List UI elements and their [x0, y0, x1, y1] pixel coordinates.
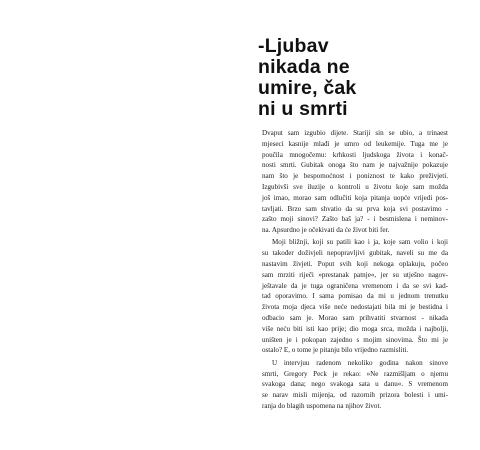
text-line: su također doživjeli nepopravljivi gubitak, naveli su me da	[262, 249, 448, 258]
article-paragraph	[262, 358, 448, 412]
text-line: ranja do blagih uspomena na njihov život.	[262, 401, 382, 410]
text-line: nosti smrti. Gubitak onoga što nam je najvažnije pokazuje	[262, 161, 448, 170]
text-line: zašto moji sinovi? Zašto baš ja? - i besmislena i neminov-	[262, 215, 448, 224]
text-line: više neću biti isti kao prije; dio moga srca, možda i najbolji,	[262, 324, 448, 333]
text-line: tavljati. Brzo sam shvatio da su prva koja svi postavimo -	[262, 204, 448, 213]
text-line: ostalo? E, o tome je pitanju bilo vrijedno razmisliti.	[262, 346, 409, 355]
article-title-line: umire, čak	[258, 77, 357, 99]
text-line: se narav misli mijenja, od razornih prizora bolesti i umi-	[262, 391, 448, 400]
article-paragraph	[262, 128, 448, 236]
article-title-line: nikada ne	[258, 56, 350, 78]
text-line: tad oporavimo. I sama pomisao da mi u jednom trenutku	[262, 292, 448, 301]
article-title	[258, 36, 458, 120]
text-line: na. Apsurdno je očekivati da će život biti fer.	[262, 226, 390, 235]
text-line: sam mrziti riječi »prestanak patnje«, jer su utješno nagov-	[262, 270, 448, 279]
text-line: nastavim živjeti. Poput svih koji nekoga oplakuju, počeo	[262, 260, 448, 269]
text-line: još imao, morao sam odlučiti koja pitanja uopće vrijedi pos-	[262, 193, 448, 202]
text-line: odbacio sam je. Morao sam prihvatiti stvarnost - nikada	[262, 314, 448, 323]
text-line: Izgubivši sve iluzije o kontroli u životu koje sam možda	[262, 182, 448, 191]
text-line: Moji bližnji, koji su patili kao i ja, koje sam volio i koji	[272, 238, 448, 247]
article-title-line: ni u smrti	[258, 98, 348, 120]
text-line: Dvaput sam izgubio dijete. Stariji sin se ubio, a trinaest	[262, 129, 448, 137]
text-line: uništen je i pokopan zajedno s mojim sinovima. Što mi je	[262, 335, 448, 344]
text-line: nam što je bespomoćnost i poniznost te kako preživjeti.	[262, 172, 448, 181]
article-body	[262, 128, 448, 413]
text-line: U intervjuu radenom nekoliko godina nakon sinove	[272, 358, 448, 367]
article-title-line: -Ljubav	[258, 35, 329, 57]
text-line: života moja djeca više neće nedostajati bila mi je bestidna i	[262, 303, 448, 312]
text-line: ještavale da je tuga ograničena vremenom i da se svi kad-	[262, 281, 448, 290]
article-paragraph	[262, 237, 448, 356]
text-line: mjeseci kasnije mlađi je umro od leukemije. Tuga me je	[262, 139, 448, 148]
text-line: poučila mnogočemu: krhkosti ljudskoga života i konač-	[262, 150, 448, 159]
text-line: smrti, Gregory Peck je rekao: »Ne razmišljam o njemu	[262, 369, 448, 378]
text-line: svakoga dana; nego svakoga sata u danu«. S vremenom	[262, 380, 448, 389]
